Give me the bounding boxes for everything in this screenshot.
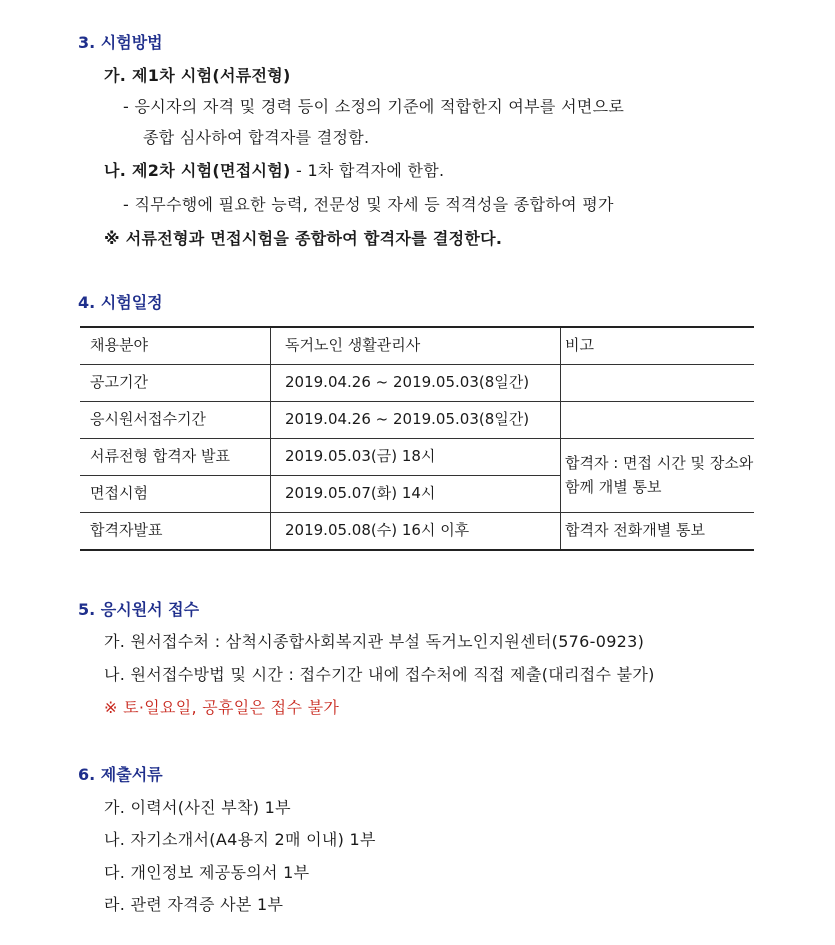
- section-6-title: 6. 제출서류: [78, 765, 163, 784]
- section-5-title: 5. 응시원서 접수: [78, 600, 200, 619]
- section-5-item-ga: 가. 원서접수처 : 삼척시종합사회복지관 부설 독거노인지원센터(576-0923): [104, 632, 645, 651]
- table-cell: 합격자 전화개별 통보: [561, 513, 755, 551]
- table-cell: 공고기간: [80, 365, 271, 402]
- schedule-table: [80, 326, 754, 551]
- table-cell: 면접시험: [80, 476, 271, 513]
- table-cell: 2019.04.26 ~ 2019.05.03(8일간): [271, 402, 561, 439]
- section-6-item: 라. 관련 자격증 사본 1부: [104, 895, 284, 914]
- section-3-note: ※ 서류전형과 면접시험을 종합하여 합격자를 결정한다.: [104, 229, 503, 248]
- table-header-row: [80, 327, 754, 365]
- section-3-item-na-desc: - 직무수행에 필요한 능력, 전문성 및 자세 등 적격성을 종합하여 평가: [123, 195, 614, 214]
- section-6-item: 가. 이력서(사진 부착) 1부: [104, 798, 291, 817]
- table-cell: [561, 365, 755, 402]
- section-3-item-na: [104, 158, 444, 181]
- table-header-cell: 독거노인 생활관리사: [271, 327, 561, 365]
- section-5-note: ※ 토·일요일, 공휴일은 접수 불가: [104, 698, 340, 717]
- section-4-title: 4. 시험일정: [78, 293, 163, 312]
- table-cell: 2019.04.26 ~ 2019.05.03(8일간): [271, 365, 561, 402]
- table-row: [80, 439, 754, 476]
- section-3-item-na-label: 나. 제2차 시험(면접시험): [104, 161, 291, 180]
- table-row: [80, 365, 754, 402]
- section-3-item-ga: 가. 제1차 시험(서류전형): [104, 66, 291, 85]
- section-3-item-ga-desc-2: 종합 심사하여 합격자를 결정함.: [143, 128, 370, 147]
- section-3-item-ga-desc-1: - 응시자의 자격 및 경력 등이 소정의 기준에 적합한지 여부를 서면으로: [123, 97, 625, 116]
- table-cell: 2019.05.08(수) 16시 이후: [271, 513, 561, 551]
- table-cell: 응시원서접수기간: [80, 402, 271, 439]
- table-header-cell: 채용분야: [80, 327, 271, 365]
- table-cell: [561, 402, 755, 439]
- section-6-item: 나. 자기소개서(A4용지 2매 이내) 1부: [104, 830, 376, 849]
- section-6-item: 다. 개인정보 제공동의서 1부: [104, 863, 310, 882]
- table-row: [80, 402, 754, 439]
- table-cell: 서류전형 합격자 발표: [80, 439, 271, 476]
- section-5-item-na: 나. 원서접수방법 및 시간 : 접수기간 내에 접수처에 직접 제출(대리접수 불가): [104, 665, 655, 684]
- table-cell: 2019.05.07(화) 14시: [271, 476, 561, 513]
- table-row: [80, 513, 754, 551]
- table-cell-merged-note: 합격자 : 면접 시간 및 장소와 함께 개별 통보: [561, 439, 755, 513]
- table-header-cell: 비고: [561, 327, 755, 365]
- table-cell: 2019.05.03(금) 18시: [271, 439, 561, 476]
- section-3-title: 3. 시험방법: [78, 33, 163, 52]
- section-3-item-na-rest: - 1차 합격자에 한함.: [290, 161, 445, 180]
- table-cell: 합격자발표: [80, 513, 271, 551]
